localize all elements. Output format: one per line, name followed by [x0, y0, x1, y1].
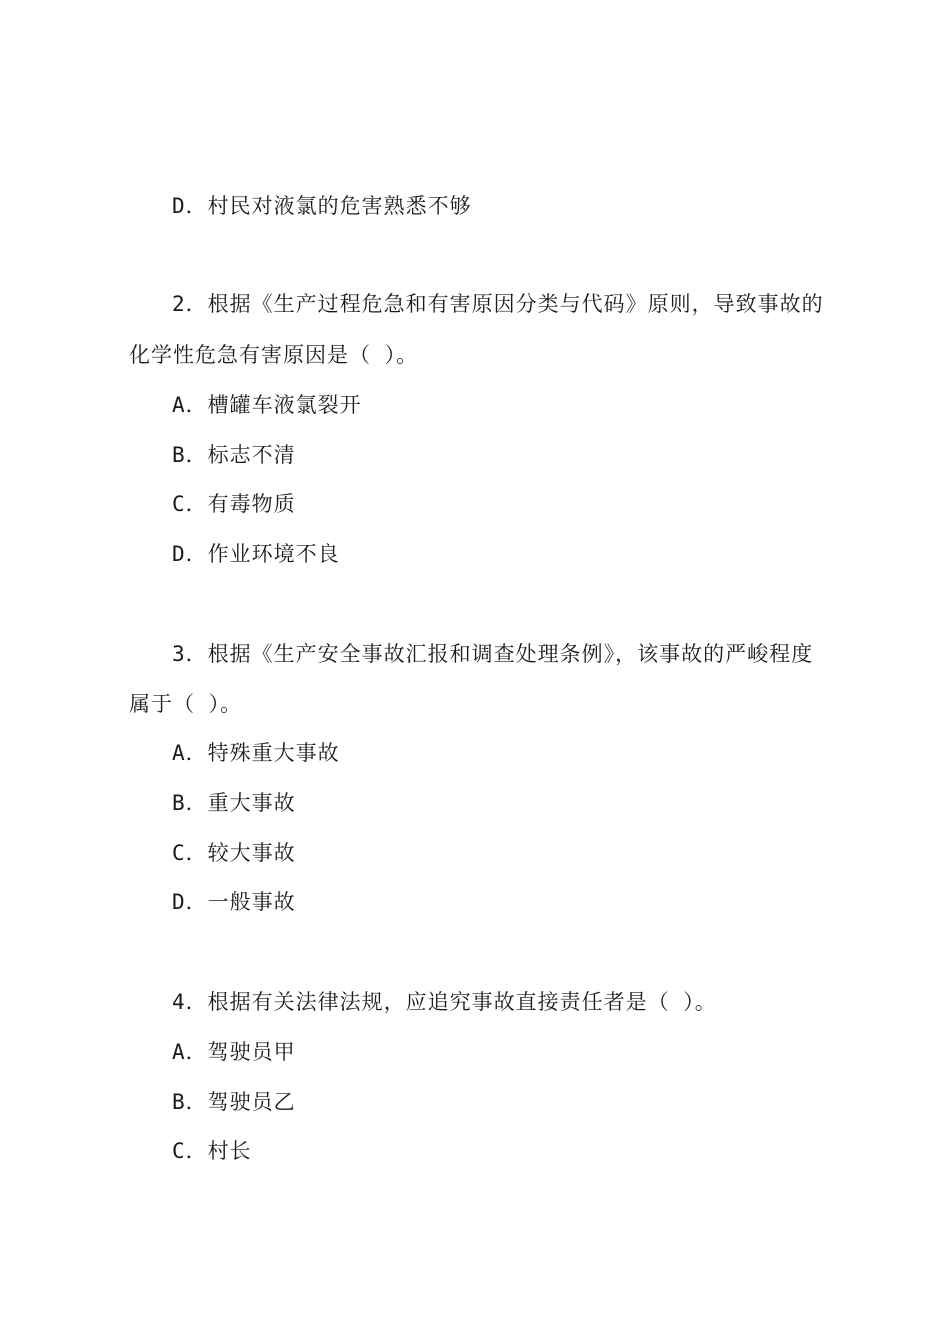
question-2-option-d: D．作业环境不良 [172, 542, 340, 566]
question-3-option-d: D．一般事故 [172, 890, 296, 914]
question-4-option-b: B．驾驶员乙 [172, 1090, 296, 1114]
question-3-option-c: C．较大事故 [172, 841, 296, 865]
question-3-stem-line2: 属于（ ）。 [129, 692, 243, 716]
question-3-stem-line1: 3．根据《生产安全事故汇报和调查处理条例》，该事故的严峻程度 [172, 642, 814, 666]
option-d-lead: D．村民对液氯的危害熟悉不够 [172, 194, 472, 218]
question-3-option-a: A．特殊重大事故 [172, 741, 340, 765]
question-2-option-a: A．槽罐车液氯裂开 [172, 393, 362, 417]
question-2-stem-line1: 2．根据《生产过程危急和有害原因分类与代码》原则，导致事故的 [172, 292, 824, 316]
question-3-option-b: B．重大事故 [172, 791, 296, 815]
question-2-stem-line2: 化学性危急有害原因是（ ）。 [129, 343, 419, 367]
question-2-option-c: C．有毒物质 [172, 492, 296, 516]
question-4-stem-line1: 4．根据有关法律法规，应追究事故直接责任者是（ ）。 [172, 990, 717, 1014]
question-4-option-c: C．村长 [172, 1139, 252, 1163]
question-4-option-a: A．驾驶员甲 [172, 1040, 296, 1064]
question-2-option-b: B．标志不清 [172, 443, 296, 467]
